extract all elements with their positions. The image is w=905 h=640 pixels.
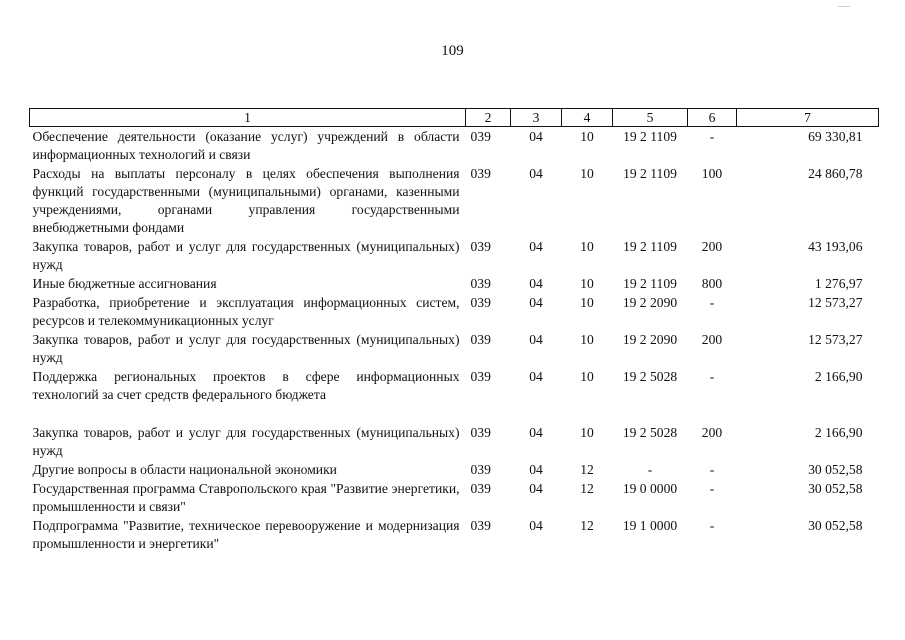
row-expense-type: - — [709, 481, 715, 496]
row-expense-type: 200 — [701, 239, 723, 254]
header-col-2: 2 — [466, 109, 511, 127]
header-col-1: 1 — [30, 109, 466, 127]
row-expense-type: - — [709, 462, 715, 477]
row-target-item: 19 2 2090 — [622, 295, 678, 310]
table-row — [30, 479, 879, 516]
table-row — [30, 127, 879, 165]
budget-table — [29, 108, 879, 553]
row-target-item: 19 2 1109 — [623, 166, 677, 181]
row-expense-type: 100 — [701, 166, 723, 181]
row-ministry-code: 039 — [470, 129, 491, 144]
row-subsection-code: 10 — [580, 276, 594, 291]
row-target-item: 19 2 2090 — [622, 332, 678, 347]
row-amount: 24 860,78 — [808, 166, 863, 181]
row-ministry-code: 039 — [470, 518, 491, 533]
row-name: Закупка товаров, работ и услуг для государственных (муниципальных) нужд — [32, 425, 460, 458]
header-col-7: 7 — [737, 109, 879, 127]
row-section-code: 04 — [529, 481, 543, 496]
row-name: Разработка, приобретение и эксплуатация информационных систем, ресурсов и телекоммуникационных услуг — [32, 295, 460, 328]
row-target-item: 19 0 0000 — [622, 481, 678, 496]
row-amount: 30 052,58 — [808, 518, 863, 533]
row-subsection-code: 12 — [580, 481, 594, 496]
row-section-code: 04 — [529, 276, 543, 291]
row-amount: 2 166,90 — [814, 425, 863, 440]
row-name: Закупка товаров, работ и услуг для государственных (муниципальных) нужд — [32, 239, 460, 272]
row-ministry-code: 039 — [470, 425, 491, 440]
row-name: Поддержка региональных проектов в сфере информационных технологий за счет средств федерального бюджета — [32, 369, 460, 402]
row-target-item: 19 2 1109 — [623, 129, 677, 144]
row-subsection-code: 10 — [580, 425, 594, 440]
row-ministry-code: 039 — [470, 481, 491, 496]
row-amount: 69 330,81 — [808, 129, 863, 144]
row-target-item: - — [647, 462, 653, 477]
table-row — [30, 423, 879, 460]
row-name: Обеспечение деятельности (оказание услуг) учреждений в области информационных технологий и связи — [32, 129, 460, 162]
table-row — [30, 367, 879, 423]
row-section-code: 04 — [529, 332, 543, 347]
row-amount: 12 573,27 — [808, 295, 863, 310]
header-row — [30, 109, 879, 127]
row-section-code: 04 — [529, 295, 543, 310]
table-row — [30, 237, 879, 274]
row-section-code: 04 — [529, 166, 543, 181]
table-row — [30, 516, 879, 553]
row-ministry-code: 039 — [470, 276, 491, 291]
row-section-code: 04 — [529, 462, 543, 477]
row-ministry-code: 039 — [470, 462, 491, 477]
header-col-6: 6 — [688, 109, 737, 127]
page-number: 109 — [441, 43, 464, 59]
row-expense-type: 200 — [701, 332, 723, 347]
table-row — [30, 460, 879, 479]
row-target-item: 19 2 1109 — [623, 239, 677, 254]
row-ministry-code: 039 — [470, 166, 491, 181]
row-section-code: 04 — [529, 518, 543, 533]
row-name: Другие вопросы в области национальной экономики — [32, 462, 337, 477]
row-name: Расходы на выплаты персоналу в целях обеспечения выполнения функций государственными (муниципальными) органами, казенными учреждениями, органами управления государственными внебюджетными фондами — [32, 166, 460, 235]
row-target-item: 19 2 5028 — [622, 425, 678, 440]
row-name: Иные бюджетные ассигнования — [32, 276, 217, 291]
row-subsection-code: 10 — [580, 239, 594, 254]
row-name: Подпрограмма "Развитие, техническое перевооружение и модернизация промышленности и энергетики" — [32, 518, 460, 551]
row-expense-type: - — [709, 129, 715, 144]
row-amount: 43 193,06 — [808, 239, 863, 254]
header-col-5: 5 — [613, 109, 688, 127]
row-section-code: 04 — [529, 239, 543, 254]
row-target-item: 19 2 1109 — [623, 276, 677, 291]
row-section-code: 04 — [529, 369, 543, 384]
row-subsection-code: 10 — [580, 295, 594, 310]
row-expense-type: - — [709, 295, 715, 310]
row-section-code: 04 — [529, 425, 543, 440]
scan-mark — [838, 6, 850, 7]
row-subsection-code: 10 — [580, 129, 594, 144]
table-row — [30, 330, 879, 367]
row-expense-type: - — [709, 518, 715, 533]
row-amount: 30 052,58 — [808, 481, 863, 496]
table-row — [30, 164, 879, 237]
row-amount: 12 573,27 — [808, 332, 863, 347]
table-row — [30, 293, 879, 330]
row-section-code: 04 — [529, 129, 543, 144]
row-subsection-code: 12 — [580, 518, 594, 533]
row-expense-type: 800 — [701, 276, 723, 291]
row-target-item: 19 1 0000 — [622, 518, 678, 533]
header-col-4: 4 — [562, 109, 613, 127]
row-expense-type: - — [709, 369, 715, 384]
row-name: Закупка товаров, работ и услуг для государственных (муниципальных) нужд — [32, 332, 460, 365]
row-subsection-code: 12 — [580, 462, 594, 477]
row-ministry-code: 039 — [470, 295, 491, 310]
row-subsection-code: 10 — [580, 166, 594, 181]
row-subsection-code: 10 — [580, 369, 594, 384]
row-target-item: 19 2 5028 — [622, 369, 678, 384]
row-ministry-code: 039 — [470, 369, 491, 384]
row-amount: 2 166,90 — [814, 369, 863, 384]
row-amount: 1 276,97 — [814, 276, 863, 291]
row-amount: 30 052,58 — [808, 462, 863, 477]
row-name: Государственная программа Ставропольского края "Развитие энергетики, промышленности и связи" — [32, 481, 460, 514]
row-subsection-code: 10 — [580, 332, 594, 347]
header-col-3: 3 — [511, 109, 562, 127]
row-expense-type: 200 — [701, 425, 723, 440]
row-ministry-code: 039 — [470, 332, 491, 347]
row-ministry-code: 039 — [470, 239, 491, 254]
table-row — [30, 274, 879, 293]
